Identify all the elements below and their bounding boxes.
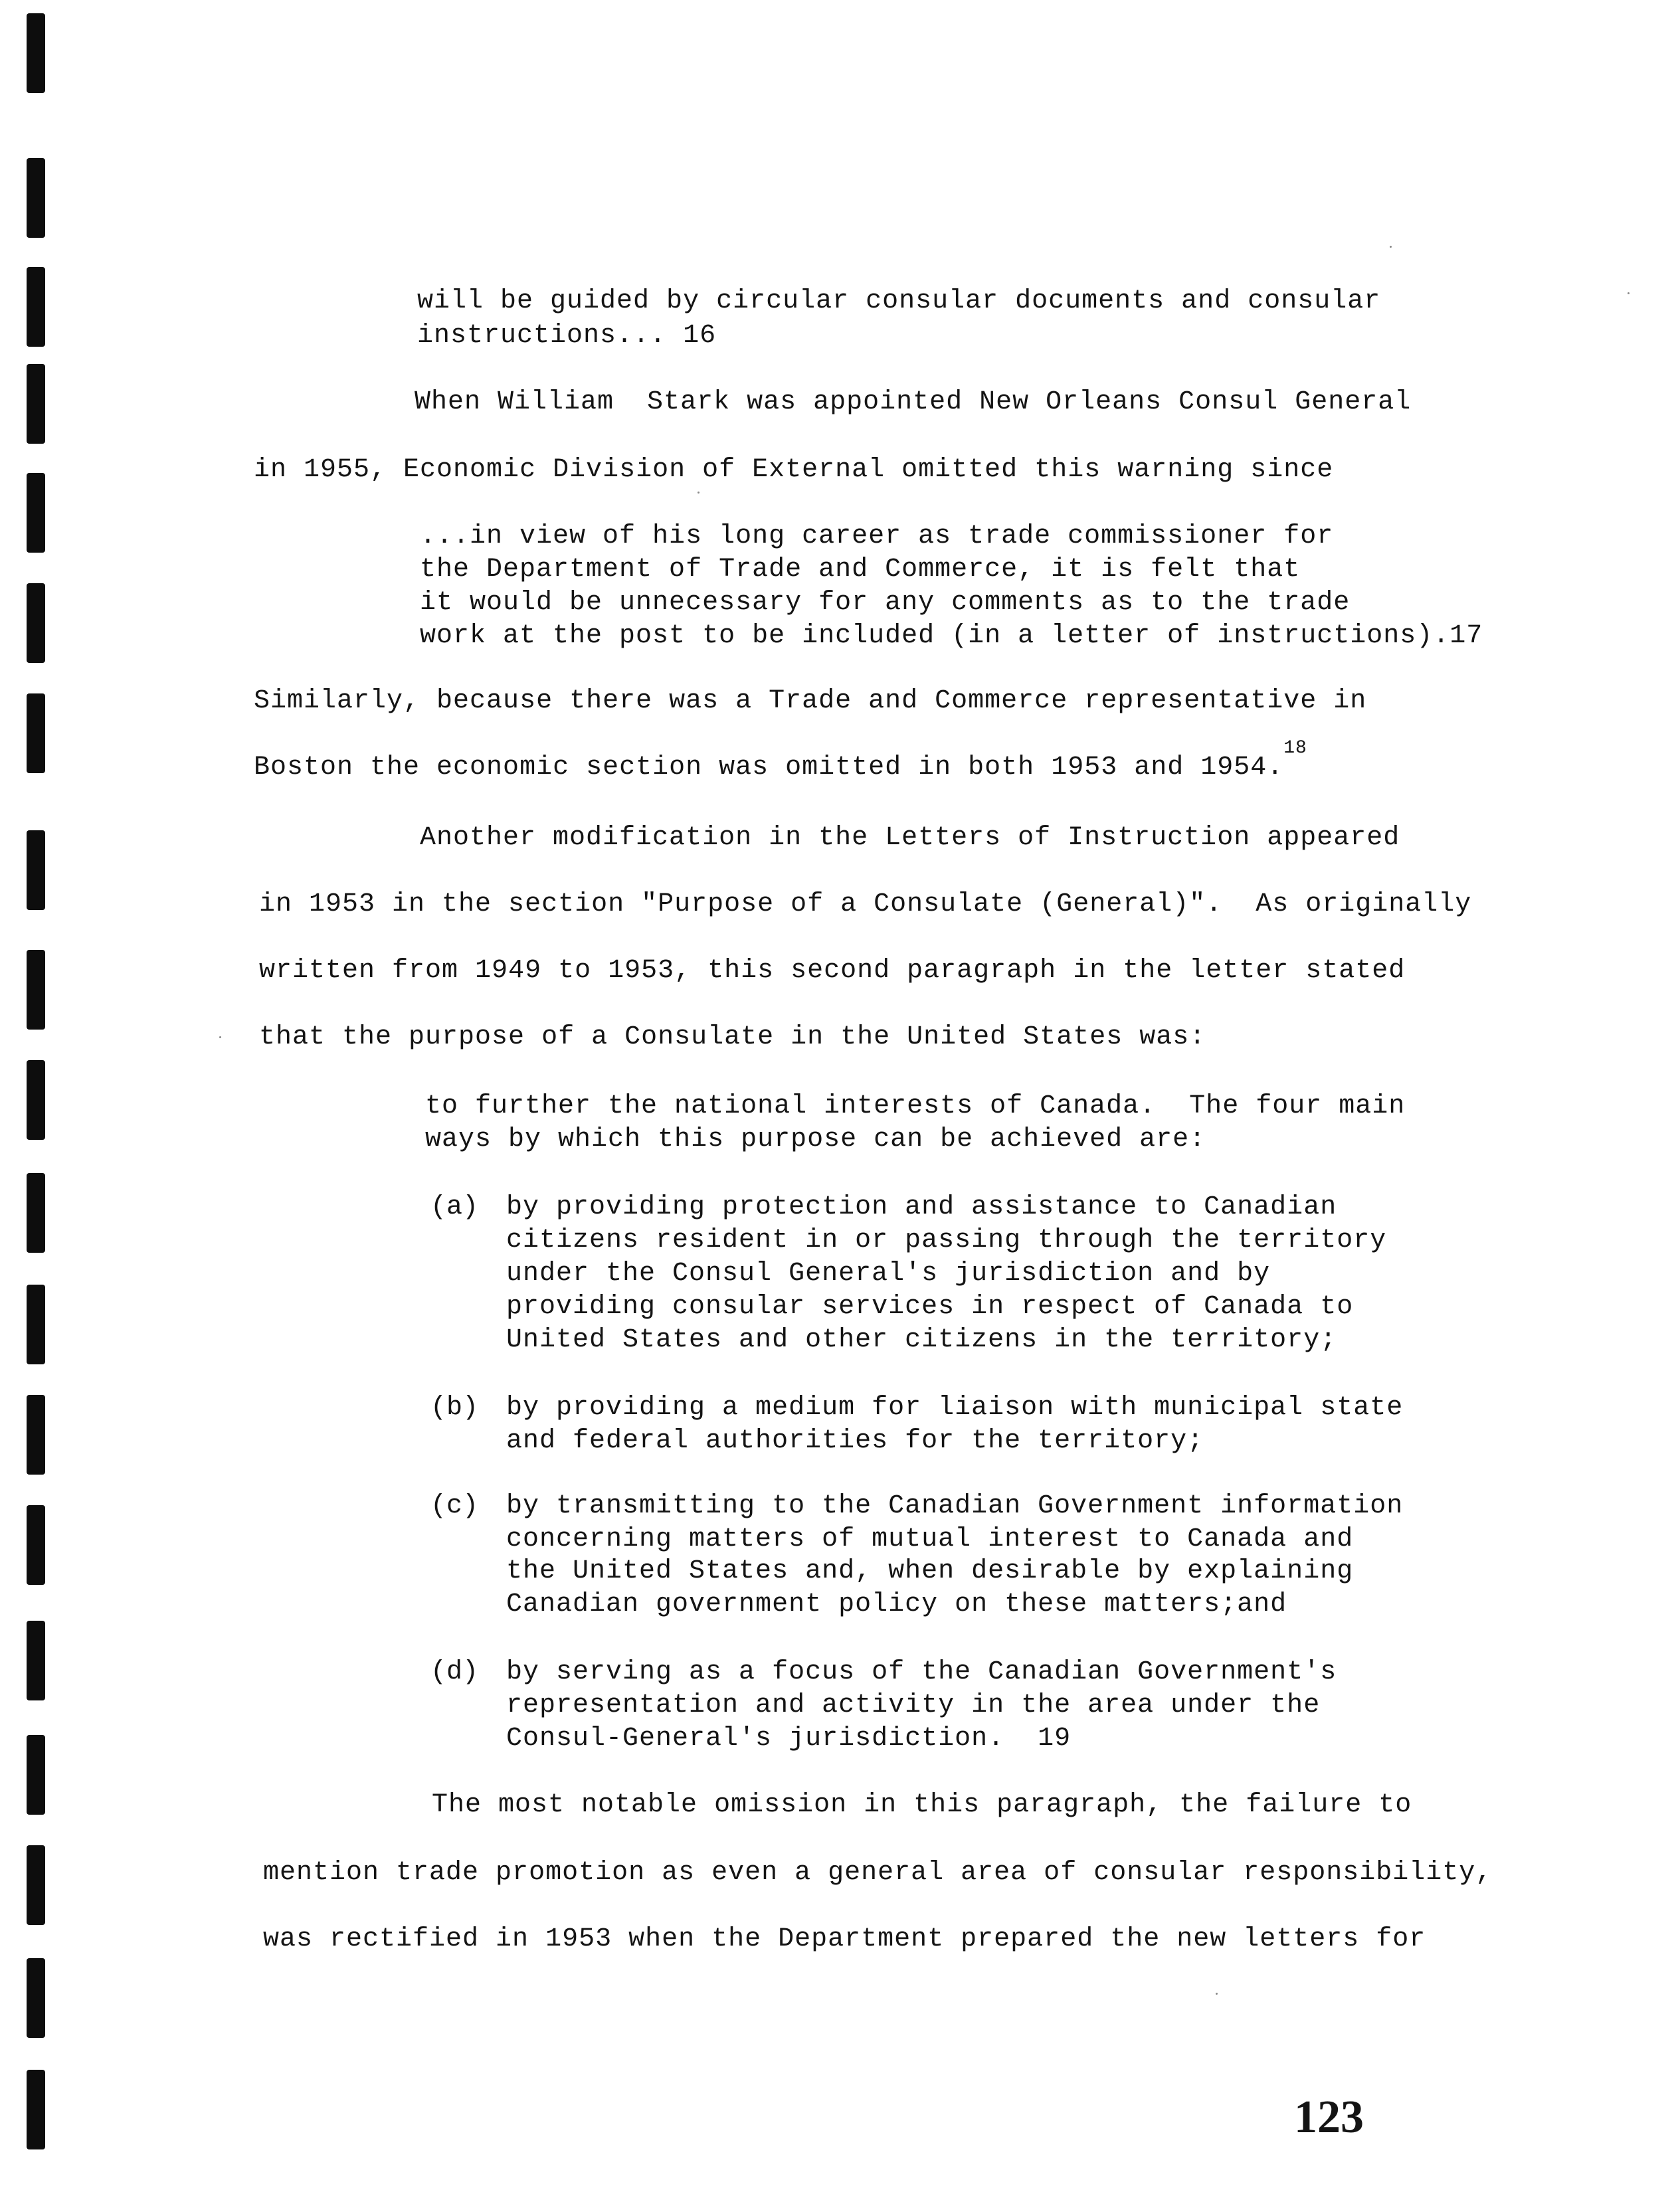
binding-hole <box>27 693 45 773</box>
page-number: 123 <box>1294 2092 1364 2143</box>
paragraph-2-line: Similarly, because there was a Trade and Commerce representative in <box>254 686 1367 716</box>
list-item-line: United States and other citizens in the territory; <box>506 1325 1337 1355</box>
list-item-line: by providing protection and assistance to Canadian <box>506 1192 1337 1222</box>
binding-hole <box>27 1285 45 1364</box>
binding-holes <box>27 0 47 2188</box>
list-item-label: (b) <box>430 1393 479 1423</box>
paragraph-3-line: written from 1949 to 1953, this second paragraph in the letter stated <box>259 956 1406 986</box>
scan-speck <box>1390 246 1392 248</box>
scan-speck <box>1628 292 1630 294</box>
list-item-line: Canadian government policy on these matters;and <box>506 1590 1287 1619</box>
binding-hole <box>27 473 45 553</box>
binding-hole <box>27 583 45 663</box>
scan-speck <box>219 1036 221 1038</box>
list-item-line: representation and activity in the area under the <box>506 1690 1321 1720</box>
list-item-line: by transmitting to the Canadian Government information <box>506 1491 1404 1521</box>
paragraph-3-line: Another modification in the Letters of Instruction appeared <box>420 823 1400 853</box>
binding-hole <box>27 1621 45 1700</box>
footnote-marker: 18 <box>1283 737 1307 759</box>
binding-hole <box>27 830 45 910</box>
binding-hole <box>27 1735 45 1815</box>
binding-hole <box>27 950 45 1030</box>
list-item-line: Consul-General's jurisdiction. 19 <box>506 1724 1072 1754</box>
list-item-line: concerning matters of mutual interest to Canada and <box>506 1524 1354 1554</box>
binding-hole <box>27 1060 45 1140</box>
binding-hole <box>27 158 45 238</box>
paragraph-4-line: mention trade promotion as even a general area of consular responsibility, <box>263 1858 1493 1888</box>
list-item-line: under the Consul General's jurisdiction and by <box>506 1259 1271 1289</box>
paragraph-2-line <box>254 737 1307 785</box>
paragraph-3-line: that the purpose of a Consulate in the United States was: <box>259 1022 1206 1052</box>
block-quote-2-line: work at the post to be included (in a letter of instructions).17 <box>420 621 1483 651</box>
paragraph-4-line: The most notable omission in this paragraph, the failure to <box>432 1790 1412 1820</box>
list-item-line: by providing a medium for liaison with municipal state <box>506 1393 1404 1423</box>
paragraph-3-line: in 1953 in the section "Purpose of a Consulate (General)". As originally <box>259 889 1472 919</box>
block-quote-2-line: the Department of Trade and Commerce, it is felt that <box>420 555 1301 585</box>
list-item-label: (a) <box>430 1192 479 1222</box>
binding-hole <box>27 13 45 93</box>
scan-speck <box>698 492 700 494</box>
binding-hole <box>27 2070 45 2149</box>
list-item-line: by serving as a focus of the Canadian Government's <box>506 1657 1337 1687</box>
list-item-line: and federal authorities for the territory; <box>506 1426 1204 1456</box>
block-quote-3-line: to further the national interests of Canada. The four main <box>425 1091 1406 1121</box>
binding-hole <box>27 1173 45 1253</box>
binding-hole <box>27 1845 45 1925</box>
list-item-line: providing consular services in respect of Canada to <box>506 1292 1354 1322</box>
scan-speck <box>1216 1993 1218 1995</box>
paragraph-2-text: Boston the economic section was omitted in both 1953 and 1954. <box>254 753 1284 782</box>
binding-hole <box>27 1505 45 1585</box>
list-item-label: (c) <box>430 1491 479 1521</box>
paragraph-1-line: in 1955, Economic Division of External omitted this warning since <box>254 455 1334 485</box>
block-quote-1-line: instructions... 16 <box>417 321 717 351</box>
binding-hole <box>27 1958 45 2038</box>
list-item-label: (d) <box>430 1657 479 1687</box>
binding-hole <box>27 267 45 347</box>
paragraph-1-line: When William Stark was appointed New Orleans Consul General <box>415 387 1412 417</box>
block-quote-1-line: will be guided by circular consular documents and consular <box>417 286 1381 316</box>
binding-hole <box>27 1395 45 1475</box>
list-item-line: citizens resident in or passing through the territory <box>506 1226 1387 1255</box>
binding-hole <box>27 364 45 444</box>
paragraph-4-line: was rectified in 1953 when the Department prepared the new letters for <box>263 1924 1426 1954</box>
block-quote-3-line: ways by which this purpose can be achieved are: <box>425 1125 1206 1154</box>
list-item-line: the United States and, when desirable by explaining <box>506 1556 1354 1586</box>
block-quote-2-line: it would be unnecessary for any comments as to the trade <box>420 588 1351 618</box>
block-quote-2-line: ...in view of his long career as trade commissioner for <box>420 521 1334 551</box>
